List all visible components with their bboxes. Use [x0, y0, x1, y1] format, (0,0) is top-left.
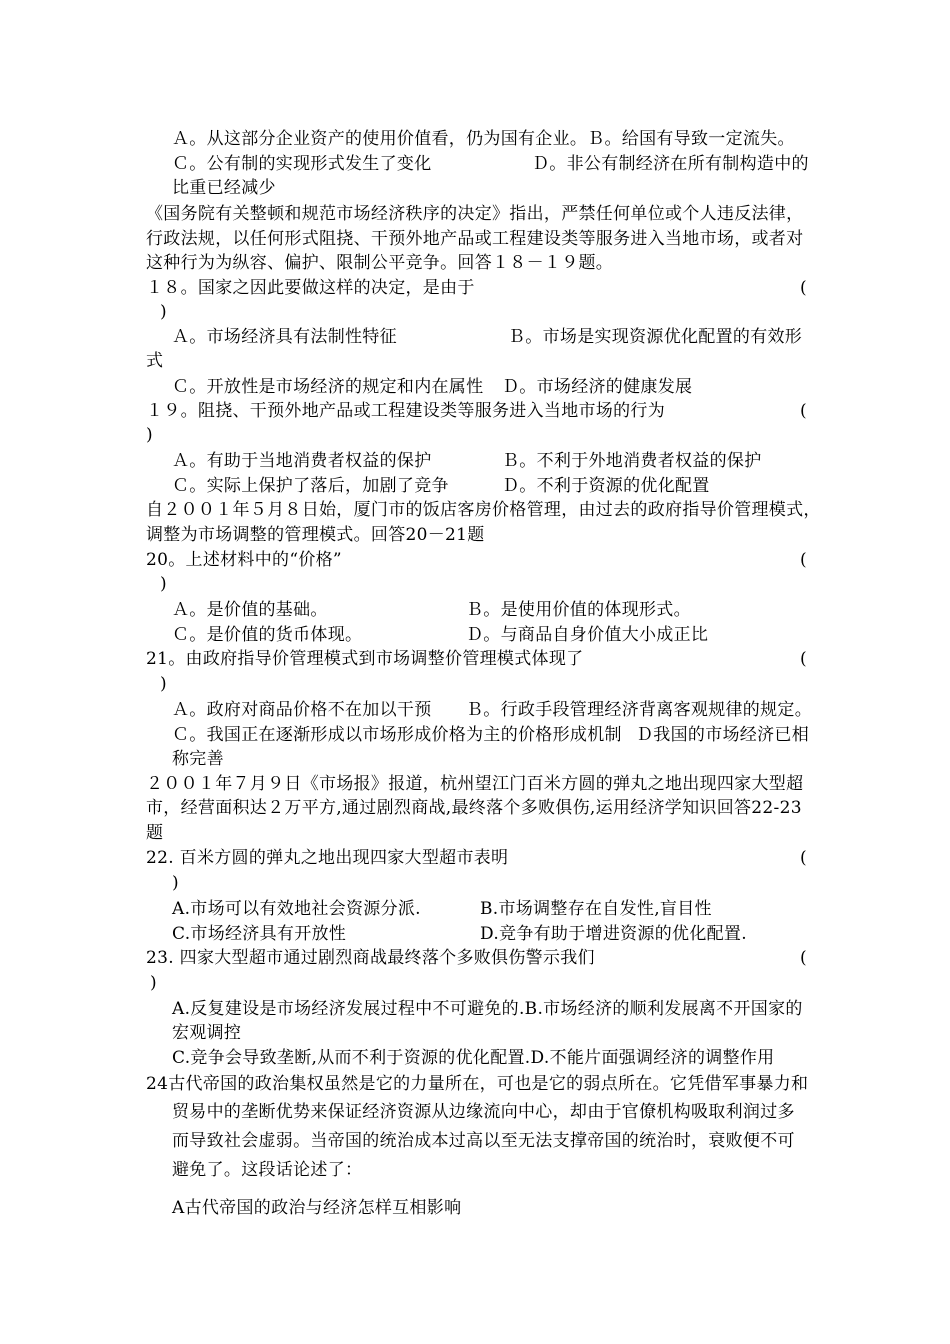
q21-option-a: Ａ。政府对商品价格不在加以干预 — [172, 700, 432, 720]
passage-18-19: 《国务院有关整顿和规范市场经济秩序的决定》指出，严禁任何单位或个人违反法律， — [146, 204, 804, 224]
passage-20-21: 自２００１年５月８日始，厦门市的饭店客房价格管理，由过去的政府指导价管理模式， — [146, 500, 821, 520]
q21-option-c: Ｃ。我国正在逐渐形成以市场形成价格为主的价格形成机制 — [172, 725, 622, 745]
question-20: 20。上述材料中的“价格” — [146, 550, 342, 570]
q17-option-c: Ｃ。公有制的实现形式发生了变化 — [172, 154, 432, 174]
q20-option-d: Ｄ。与商品自身价值大小成正比 — [466, 625, 709, 645]
q19-option-d: Ｄ。不利于资源的优化配置 — [502, 476, 710, 496]
question-23: 23. 四家大型超市通过剧烈商战最终落个多败俱伤警示我们 — [146, 948, 595, 968]
q17-option-d-cont: 比重已经减少 — [172, 178, 276, 198]
q22-option-a: A.市场可以有效地社会资源分派. — [172, 899, 421, 919]
q22-option-c: C.市场经济具有开放性 — [172, 924, 347, 944]
q19-option-b: Ｂ。不利于外地消费者权益的保护 — [502, 451, 762, 471]
q20-option-a: Ａ。是价值的基础。 — [172, 600, 328, 620]
q20-option-b: Ｂ。是使用价值的体现形式。 — [466, 600, 691, 620]
answer-paren-open: ( — [800, 848, 807, 868]
q18-option-b: Ｂ。市场是实现资源优化配置的有效形 — [508, 327, 803, 347]
question-19: １９。阻挠、干预外地产品或工程建设类等服务进入当地市场的行为 — [146, 401, 665, 421]
q21-option-d: Ｄ我国的市场经济已相 — [636, 725, 809, 745]
answer-paren-close: ) — [160, 302, 167, 322]
q17-option-a-b: Ａ。从这部分企业资产的使用价值看，仍为国有企业。Ｂ。给国有导致一定流失。 — [172, 129, 795, 149]
q18-option-a: Ａ。市场经济具有法制性特征 — [172, 327, 397, 347]
answer-paren-close: ) — [146, 425, 153, 445]
question-24-cont: 贸易中的垄断优势来保证经济资源从边缘流向中心，却由于官僚机构吸取利润过多 — [172, 1102, 795, 1122]
question-24: 24古代帝国的政治集权虽然是它的力量所在，可也是它的弱点所在。它凭借军事暴力和 — [146, 1074, 809, 1094]
question-22: 22. 百米方圆的弹丸之地出现四家大型超市表明 — [146, 848, 509, 868]
q23-option-a-b: A.反复建设是市场经济发展过程中不可避免的.B.市场经济的顺利发展离不开国家的 — [172, 999, 803, 1019]
q18-option-c: Ｃ。开放性是市场经济的规定和内在属性 — [172, 377, 484, 397]
question-24-cont: 避免了。这段话论述了： — [172, 1160, 363, 1180]
q18-option-b-cont: 式 — [146, 351, 164, 371]
q19-option-c: Ｃ。实际上保护了落后，加剧了竞争 — [172, 476, 449, 496]
answer-paren-open: ( — [800, 550, 807, 570]
question-24-cont: 而导致社会虚弱。当帝国的统治成本过高以至无法支撑帝国的统治时，衰败便不可 — [172, 1131, 795, 1151]
passage-22-23: ２００１年７月９日《市场报》报道，杭州望江门百米方圆的弹丸之地出现四家大型超 — [146, 774, 804, 794]
answer-paren-open: ( — [800, 649, 807, 669]
passage-18-19: 这种行为为纵容、偏护、限制公平竞争。回答１８－１９题。 — [146, 253, 614, 273]
answer-paren-open: ( — [800, 278, 807, 298]
passage-20-21: 调整为市场调整的管理模式。回答20－21题 — [146, 525, 485, 545]
q18-option-d: Ｄ。市场经济的健康发展 — [502, 377, 693, 397]
q22-option-d: D.竞争有助于增进资源的优化配置. — [480, 924, 747, 944]
q23-option-b-cont: 宏观调控 — [172, 1023, 242, 1043]
answer-paren-close: ) — [160, 674, 167, 694]
passage-18-19: 行政法规，以任何形式阻挠、干预外地产品或工程建设类等服务进入当地市场，或者对 — [146, 229, 804, 249]
q19-option-a: Ａ。有助于当地消费者权益的保护 — [172, 451, 432, 471]
q21-option-d-cont: 称完善 — [172, 749, 224, 769]
q20-option-c: Ｃ。是价值的货币体现。 — [172, 625, 363, 645]
passage-22-23: 题 — [146, 823, 164, 843]
answer-paren-close: ) — [160, 574, 167, 594]
question-18: １８。国家之因此要做这样的决定，是由于 — [146, 278, 475, 298]
q23-option-c-d: C.竞争会导致垄断,从而不利于资源的优化配置.D.不能片面强调经济的调整作用 — [172, 1048, 775, 1068]
q22-option-b: B.市场调整存在自发性,盲目性 — [480, 899, 712, 919]
passage-22-23: 市，经营面积达２万平方,通过剧烈商战,最终落个多败俱伤,运用经济学知识回答22-23 — [146, 798, 802, 818]
question-21: 21。由政府指导价管理模式到市场调整价管理模式体现了 — [146, 649, 584, 669]
q17-option-d: Ｄ。非公有制经济在所有制构造中的 — [532, 154, 809, 174]
answer-paren-close: ) — [172, 873, 179, 893]
answer-paren-open: ( — [800, 401, 807, 421]
q21-option-b: Ｂ。行政手段管理经济背离客观规律的规定。 — [466, 700, 812, 720]
answer-paren-close: ) — [150, 973, 157, 993]
q24-option-a: A古代帝国的政治与经济怎样互相影响 — [172, 1198, 462, 1218]
answer-paren-open: ( — [800, 948, 807, 968]
